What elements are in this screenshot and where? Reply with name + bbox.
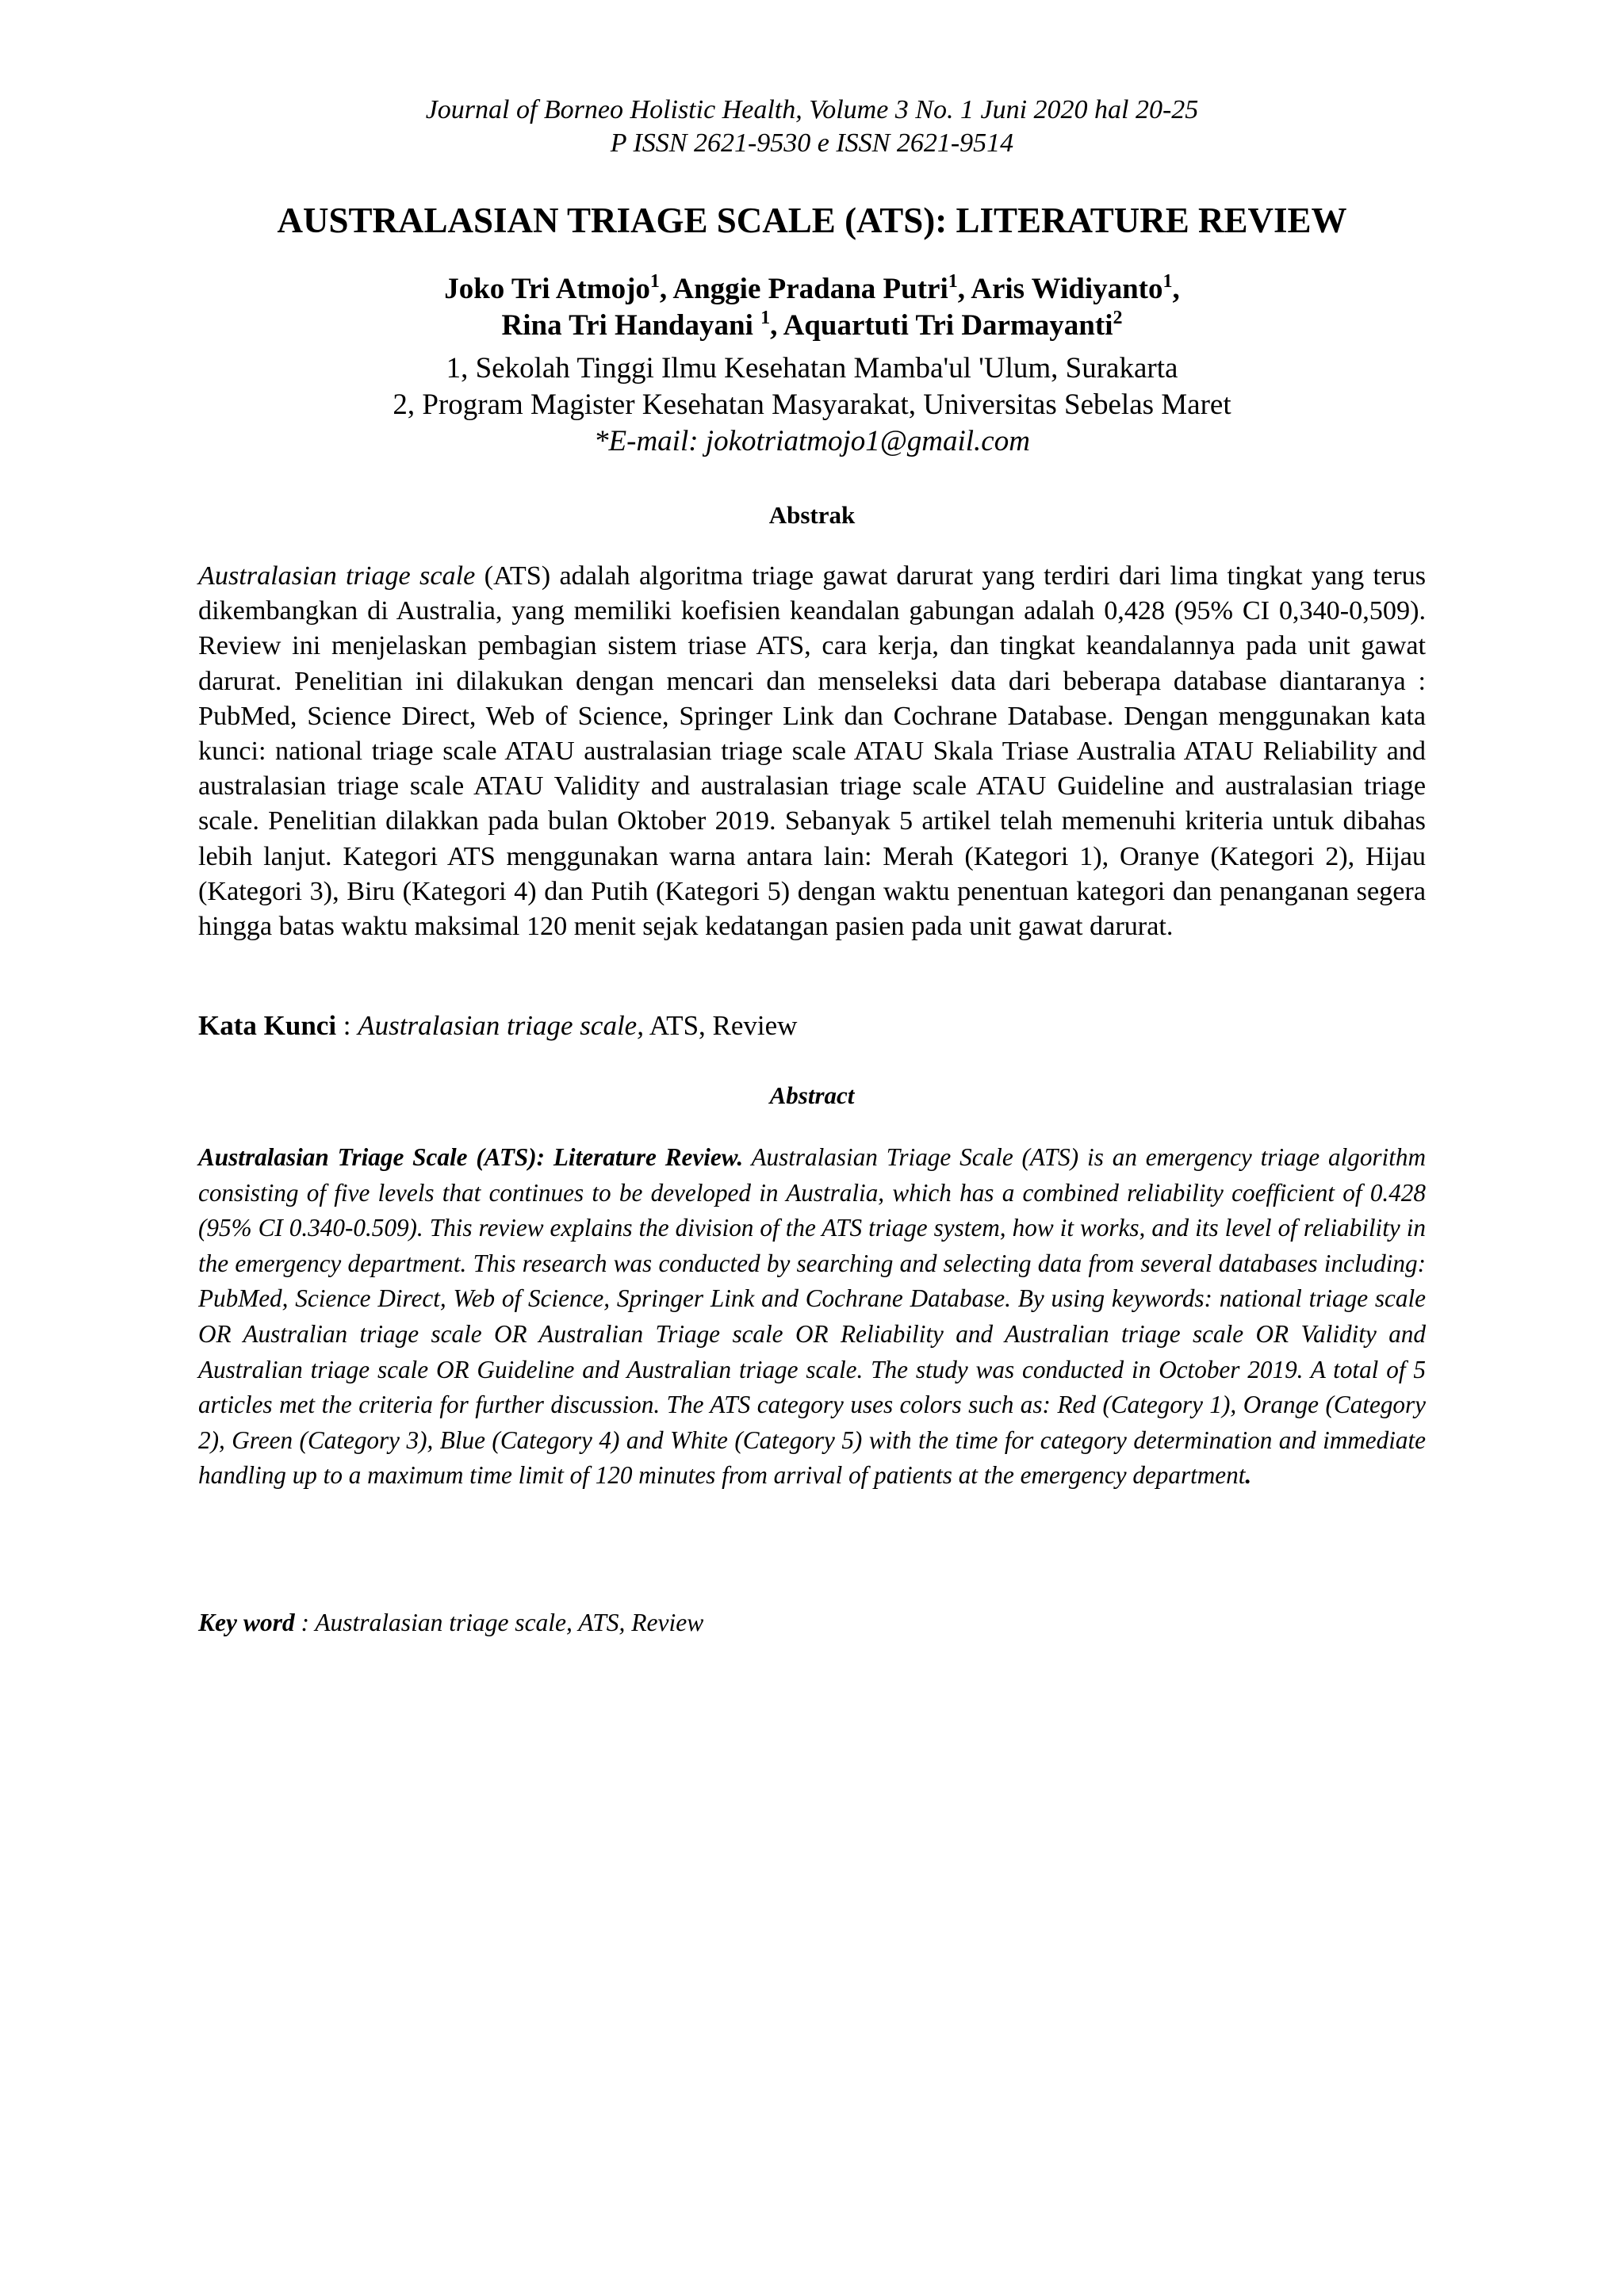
author-affil-sup: 1 (1162, 271, 1173, 292)
author-affil-sup: 1 (649, 271, 660, 292)
kata-kunci (198, 1008, 1426, 1043)
author-name: , Aris Widiyanto (957, 273, 1163, 305)
author-email: *E-mail: jokotriatmojo1@gmail.com (594, 425, 1030, 457)
affiliation-1: 1, Sekolah Tinggi Ilmu Kesehatan Mamba'ul 'Ulum, Surakarta (446, 352, 1178, 385)
kata-kunci-rest: ATS, Review (643, 1010, 798, 1041)
kata-kunci-label: Kata Kunci (198, 1010, 337, 1041)
abstract-body: Australasian Triage Scale (ATS) is an emergency triage algorithm consisting of five levels that continues to be developed in Australia, which has a combined reliability coefficient of 0.428 (95% CI 0.340-0.509). This review explains the division of the ATS triage system, how it works, and its level of reliability in the emergency department. This research was conducted by searching and selecting data from several databases including: PubMed, Science Direct, Web of Science, Springer Link and Cochrane Database. By using keywords: national triage scale OR Australian triage scale OR Australian Triage scale OR Reliability and Australian triage scale OR Validity and Australian triage scale OR Guideline and Australian triage scale. The study was conducted in October 2019. A total of 5 articles met the criteria for further discussion. The ATS category uses colors such as: Red (Category 1), Orange (Category 2), Green (Category 3), Blue (Category 4) and White (Category 5) with the time for category determination and immediate handling up to a maximum time limit of 120 minutes from arrival of patients at the emergency department (198, 1143, 1426, 1490)
author-sep: , (1172, 273, 1180, 305)
key-word (198, 1606, 1426, 1640)
author-affil-sup: 1 (760, 308, 771, 328)
abstract-paragraph (198, 1140, 1426, 1494)
key-word-label: Key word (198, 1609, 295, 1636)
affiliations (198, 350, 1426, 460)
author-list (198, 271, 1426, 344)
author-line-2 (198, 308, 1426, 344)
author-affil-sup: 1 (948, 271, 958, 292)
journal-issn: P ISSN 2621-9530 e ISSN 2621-9514 (610, 128, 1014, 158)
abstract-end: . (1245, 1461, 1252, 1490)
paper-title: AUSTRALASIAN TRIAGE SCALE (ATS): LITERATURE REVIEW (277, 201, 1347, 240)
journal-header (198, 94, 1426, 160)
author-name: , Anggie Pradana Putri (659, 273, 948, 305)
journal-citation: Journal of Borneo Holistic Health, Volume 3 No. 1 Juni 2020 hal 20-25 (425, 95, 1199, 124)
author-name: Joko Tri Atmojo (444, 273, 650, 305)
abstrak-paragraph (198, 559, 1426, 944)
kata-kunci-sep: : (336, 1010, 358, 1041)
abstrak-lead: Australasian triage scale (198, 561, 476, 591)
key-word-rest: : Australasian triage scale, ATS, Review (294, 1609, 704, 1636)
author-name: , Aquartuti Tri Darmayanti (770, 309, 1113, 342)
author-name: Rina Tri Handayani (501, 309, 761, 342)
author-line-1 (198, 271, 1426, 308)
affiliation-2: 2, Program Magister Kesehatan Masyarakat, Universitas Sebelas Maret (393, 388, 1231, 421)
abstrak-body: (ATS) adalah algoritma triage gawat darurat yang terdiri dari lima tingkat yang terus dikembangkan di Australia, yang memiliki koefisien keandalan gabungan adalah 0,428 (95% CI 0,340-0,509). Review ini menjelaskan pembagian sistem triase ATS, cara kerja, dan tingkat keandalannya pada unit gawat darurat. Penelitian ini dilakukan dengan mencari dan menseleksi data dari beberapa database diantaranya : PubMed, Science Direct, Web of Science, Springer Link dan Cochrane Database. Dengan menggunakan kata kunci: national triage scale ATAU australasian triage scale ATAU Skala Triase Australia ATAU Reliability and australasian triage scale ATAU Validity and australasian triage scale ATAU Guideline and australasian triage scale. Penelitian dilakkan pada bulan Oktober 2019. Sebanyak 5 artikel telah memenuhi kriteria untuk dibahas lebih lanjut. Kategori ATS menggunakan warna antara lain: Merah (Kategori 1), Oranye (Kategori 2), Hijau (Kategori 3), Biru (Kategori 4) dan Putih (Kategori 5) dengan waktu penentuan kategori dan penanganan segera hingga batas waktu maksimal 120 menit sejak kedatangan pasien pada unit gawat darurat. (198, 561, 1426, 942)
kata-kunci-italic: Australasian triage scale, (358, 1010, 644, 1041)
abstrak-heading: Abstrak (768, 501, 856, 529)
abstract-heading: Abstract (769, 1081, 855, 1109)
author-affil-sup: 2 (1113, 308, 1123, 328)
abstract-lead: Australasian Triage Scale (ATS): Literature Review. (198, 1143, 744, 1171)
